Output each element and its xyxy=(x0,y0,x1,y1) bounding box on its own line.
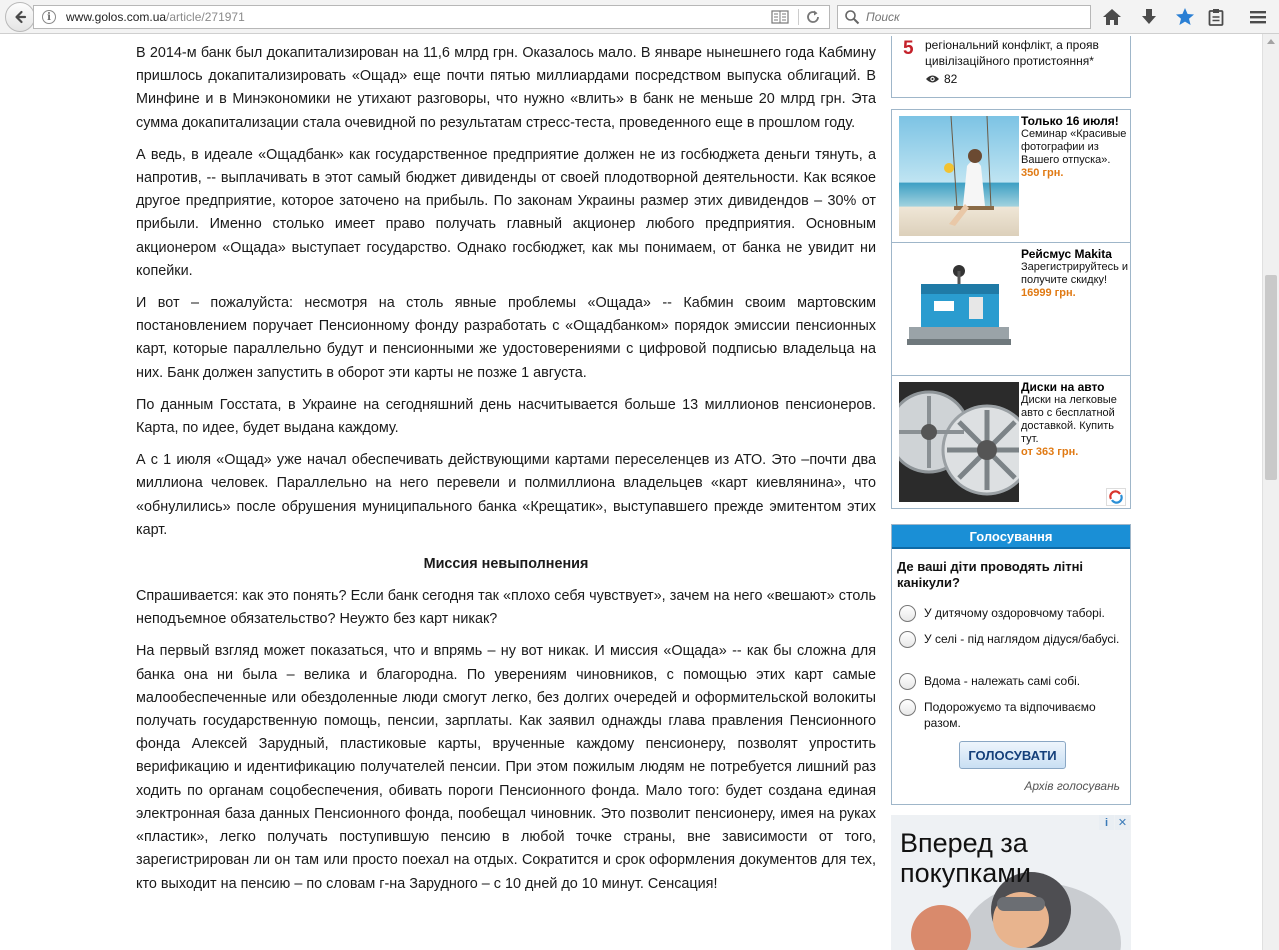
poll-option[interactable] xyxy=(899,605,1127,622)
url-text[interactable] xyxy=(66,10,245,24)
info-icon[interactable]: i xyxy=(1099,815,1114,830)
eye-icon xyxy=(925,74,940,84)
article-paragraph: На первый взгляд может показаться, что и впрямь – ну вот никак. И миссия «Ощада» -- как бы сложна для банка она ни была – велика и благородна. По уверениям чиновников, с помощью этих карт самые малообеспеченные или обездоленные люди смогут легко, без долгих очередей и оформительской волокиты получать государственную помощь, пенсии, зарплаты. Как заявил однажды глава правления Пенсионного фонда Алексей Зарудный, пластиковые карты, врученные каждому пенсионеру, позволят упростить верификацию и идентификацию получателей пенсии. При этом пожилым людям не потребуется лишний раз ходить по органам соцобеспечения, обивать пороги Пенсионного фонда. Мало того: будет создана единая электронная база данных Пенсионного фонда, пообещал чиновник. Это позволит пенсионеру, имея на руках «пластик», легко получать поступившую пенсию в любой точке страны, вне зависимости от того, зарегистрирован ли он там или просто поехал на отдых. Сократится и срок оформления документов для тех, кто выходит на пенсию – по словам г-на Зарудного – с 10 дней до 10 минут. Сенсация! xyxy=(136,643,876,892)
browser-toolbar xyxy=(0,0,1279,34)
ad-choices[interactable] xyxy=(1099,815,1130,830)
poll-option-label: У селі - під наглядом дідуся/бабусі. xyxy=(924,632,1120,646)
ad-block xyxy=(891,109,1131,509)
ad-text[interactable] xyxy=(1021,114,1129,180)
star-icon xyxy=(1175,7,1195,27)
poll-option-label: Вдома - належать самі собі. xyxy=(924,674,1081,688)
page-scrollbar[interactable] xyxy=(1262,34,1279,950)
ad-text[interactable] xyxy=(1021,247,1129,300)
vote-button[interactable]: ГОЛОСУВАТИ xyxy=(959,741,1066,769)
swing-photo xyxy=(899,116,1019,236)
article-paragraph: По данным Госстата, в Украине на сегодняшний день насчитывается больше 13 миллионов пенсионеров. Карта, по идее, будет выдана каждому. xyxy=(136,396,876,437)
article-paragraph: А ведь, в идеале «Ощадбанк» как государственное предприятие должен не из госбюджета деньги тянуть, а напротив, -- выплачивать в этот самый бюджет дивиденды от своей плодотворной деятельности. Как всякое другое предприятие, которое заточено на прибыль. По законам Украины размер этих дивидендов – 30% от прибыли. Именно столько имеет право получать главный акционер любого предприятия. Основным акционером «Ощада» выступает государство. Однако госбюджет, как мы понимаем, от банка не увидит ни копейки. xyxy=(136,146,876,279)
home-icon xyxy=(1102,8,1122,26)
site-info-icon[interactable]: i xyxy=(42,10,56,24)
ad-title[interactable]: Диски на авто xyxy=(1021,380,1105,394)
poll-option-label: У дитячому оздоровчому таборі. xyxy=(924,606,1105,620)
poll-option-label: Подорожуємо та відпочиваємо разом. xyxy=(924,700,1096,730)
poll-question: Де ваші діти проводять літні канікули? xyxy=(897,559,1084,590)
bookmarks-menu-button[interactable] xyxy=(1205,6,1227,28)
poll-widget xyxy=(891,524,1131,805)
poll-option[interactable] xyxy=(899,699,1127,731)
article-subheading: Миссия невыполнения xyxy=(423,556,589,573)
back-button[interactable] xyxy=(5,2,35,32)
url-host: www.golos.com.ua xyxy=(66,10,167,24)
urlbar-separator xyxy=(798,9,799,25)
ad-text[interactable] xyxy=(1021,380,1129,459)
reload-icon[interactable] xyxy=(805,9,821,25)
radio-button[interactable] xyxy=(899,605,916,622)
ad-title[interactable]: Рейсмус Makita xyxy=(1021,247,1112,261)
poll-option[interactable] xyxy=(899,673,1127,690)
radio-button[interactable] xyxy=(899,673,916,690)
ad-description: Диски на легковые авто с бесплатной доставкой. Купить тут. xyxy=(1021,394,1117,445)
wheels-photo xyxy=(899,382,1019,502)
banner-line: покупками xyxy=(900,858,1031,888)
radio-button[interactable] xyxy=(899,699,916,716)
close-icon[interactable]: ✕ xyxy=(1115,815,1130,830)
search-input[interactable] xyxy=(866,10,1066,24)
home-button[interactable] xyxy=(1101,6,1123,28)
ad-image-swing[interactable] xyxy=(899,116,1019,236)
ad-price: 16999 грн. xyxy=(1021,287,1076,299)
banner-text xyxy=(900,828,1031,888)
planer-photo xyxy=(899,249,1019,369)
radio-button[interactable] xyxy=(899,631,916,648)
ad-description: Зарегистрируйтесь и получите скидку! xyxy=(1021,261,1129,286)
url-bar[interactable] xyxy=(33,5,830,29)
hamburger-icon xyxy=(1249,9,1267,25)
popular-title[interactable]: регіональний конфлікт, а прояв цивілізаційного протистояння* xyxy=(925,38,1099,68)
poll-option[interactable] xyxy=(899,631,1127,648)
ad-item[interactable] xyxy=(892,110,1130,243)
banner-line: Вперед за xyxy=(900,828,1028,858)
bookmark-star-button[interactable] xyxy=(1174,6,1196,28)
poll-header: Голосування xyxy=(892,525,1130,549)
url-path: /article/271971 xyxy=(166,10,245,24)
scrollbar-thumb[interactable] xyxy=(1265,275,1277,480)
scroll-up-arrow-icon[interactable] xyxy=(1267,39,1275,44)
ad-banner[interactable] xyxy=(891,815,1131,950)
ad-image-wheels[interactable] xyxy=(899,382,1019,502)
article-paragraph: И вот – пожалуйста: несмотря на столь явные проблемы «Ощада» -- Кабмин своим мартовским постановлением поручает Пенсионному фонду разработать с «Ощадбанком» порядок эмиссии пенсионных карт, которые параллельно будут и пенсионными же удостоверениями с цифровой подписью владельца на них. Банк должен запустить в оборот эти карты не позже 1 августа. xyxy=(136,295,876,381)
search-icon xyxy=(844,9,860,25)
ad-item[interactable] xyxy=(892,376,1130,509)
search-bar[interactable] xyxy=(837,5,1091,29)
poll-archive-link[interactable]: Архів голосувань xyxy=(1024,779,1120,793)
article-body xyxy=(136,42,876,905)
downloads-button[interactable] xyxy=(1138,6,1160,28)
popular-rank: 5 xyxy=(903,38,914,59)
clipboard-icon xyxy=(1208,8,1224,26)
view-count-value: 82 xyxy=(944,72,958,86)
popular-item[interactable] xyxy=(891,36,1131,98)
ad-network-logo[interactable] xyxy=(1106,488,1126,506)
article-paragraph: Спрашивается: как это понять? Если банк сегодня так «плохо себя чувствует», зачем на него «вешают» столь неподъемное обязательство? Неужто без карт никак? xyxy=(136,588,876,628)
article-paragraph: А с 1 июля «Ощад» уже начал обеспечивать действующими картами переселенцев из АТО. Это –почти два миллиона человек. Параллельно на него перевели и полмиллиона владельцев «карт киевлянина», что «обнулились» после обрушения муниципального банка «Крещатик», выступавшего прежде эмитентом этих карт. xyxy=(136,452,876,538)
ad-title[interactable]: Только 16 июля! xyxy=(1021,114,1119,128)
menu-button[interactable] xyxy=(1247,6,1269,28)
ad-item[interactable] xyxy=(892,243,1130,376)
ad-description: Семинар «Красивые фотографии из Вашего отпуска». xyxy=(1021,128,1127,166)
ad-network-icon xyxy=(1109,490,1123,504)
back-arrow-icon xyxy=(12,9,28,25)
ad-image-planer[interactable] xyxy=(899,249,1019,369)
download-icon xyxy=(1140,8,1158,26)
reader-view-icon[interactable] xyxy=(771,9,789,25)
ad-price: от 363 грн. xyxy=(1021,446,1079,458)
view-count xyxy=(925,72,957,86)
ad-price: 350 грн. xyxy=(1021,167,1064,179)
article-paragraph: В 2014-м банк был докапитализирован на 11,6 млрд грн. Оказалось мало. В январе нынешнего года Кабмину пришлось докапитализировать «Ощад» еще почти пятью миллиардами посредством выпуска облигаций. В Минфине и в Минэкономики не утихают разговоры, что нужно «влить» в банк не меньше 20 млрд грн. Эта сумма докапитализации стала очевидной по результатам стресс-теста, проведенного еще в прошлом году. xyxy=(136,45,876,131)
